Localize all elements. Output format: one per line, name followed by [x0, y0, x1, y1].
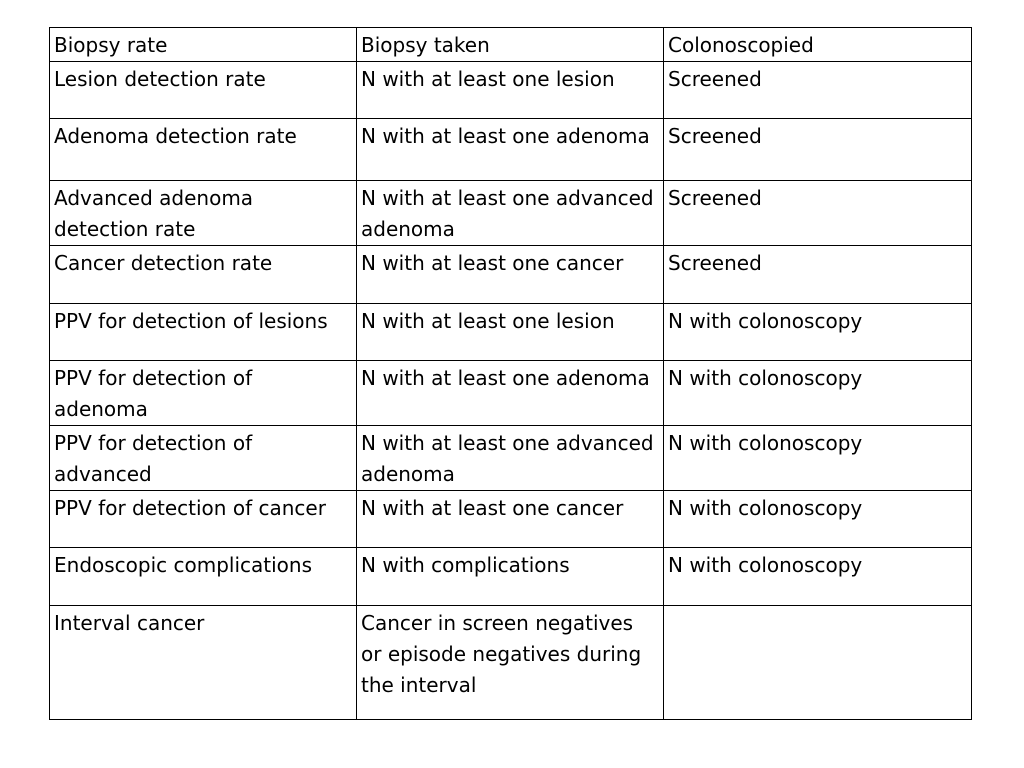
numerator-cell: Cancer in screen negatives or episode negatives during the interval [357, 606, 664, 720]
indicator-cell: PPV for detection of advanced [50, 426, 357, 491]
indicator-cell: PPV for detection of cancer [50, 491, 357, 548]
numerator-cell: N with at least one lesion [357, 304, 664, 361]
indicator-cell: Biopsy rate [50, 28, 357, 62]
table-row [50, 606, 972, 720]
indicator-cell: Adenoma detection rate [50, 119, 357, 181]
table-row [50, 361, 972, 426]
indicator-cell: Advanced adenoma detection rate [50, 181, 357, 246]
indicator-table [49, 27, 972, 720]
indicator-cell: Cancer detection rate [50, 246, 357, 304]
numerator-cell: N with at least one lesion [357, 62, 664, 119]
numerator-cell: N with at least one advanced adenoma [357, 181, 664, 246]
numerator-cell: N with at least one cancer [357, 246, 664, 304]
indicator-cell: Lesion detection rate [50, 62, 357, 119]
table-row [50, 28, 972, 62]
denominator-cell: N with colonoscopy [664, 426, 972, 491]
indicator-cell: Endoscopic complications [50, 548, 357, 606]
table-row [50, 246, 972, 304]
table-row [50, 426, 972, 491]
numerator-cell: N with at least one adenoma [357, 119, 664, 181]
numerator-cell: N with at least one advanced adenoma [357, 426, 664, 491]
indicator-cell: PPV for detection of adenoma [50, 361, 357, 426]
denominator-cell: Screened [664, 246, 972, 304]
numerator-cell: N with complications [357, 548, 664, 606]
denominator-cell: N with colonoscopy [664, 548, 972, 606]
table-row [50, 62, 972, 119]
table-row [50, 548, 972, 606]
numerator-cell: N with at least one cancer [357, 491, 664, 548]
denominator-cell: Colonoscopied [664, 28, 972, 62]
denominator-cell: Screened [664, 181, 972, 246]
indicator-cell: Interval cancer [50, 606, 357, 720]
denominator-cell: N with colonoscopy [664, 491, 972, 548]
denominator-cell [664, 606, 972, 720]
table-row [50, 181, 972, 246]
denominator-cell: N with colonoscopy [664, 361, 972, 426]
numerator-cell: N with at least one adenoma [357, 361, 664, 426]
table-row [50, 119, 972, 181]
table-row [50, 491, 972, 548]
denominator-cell: Screened [664, 62, 972, 119]
numerator-cell: Biopsy taken [357, 28, 664, 62]
table-row [50, 304, 972, 361]
denominator-cell: Screened [664, 119, 972, 181]
indicator-cell: PPV for detection of lesions [50, 304, 357, 361]
denominator-cell: N with colonoscopy [664, 304, 972, 361]
